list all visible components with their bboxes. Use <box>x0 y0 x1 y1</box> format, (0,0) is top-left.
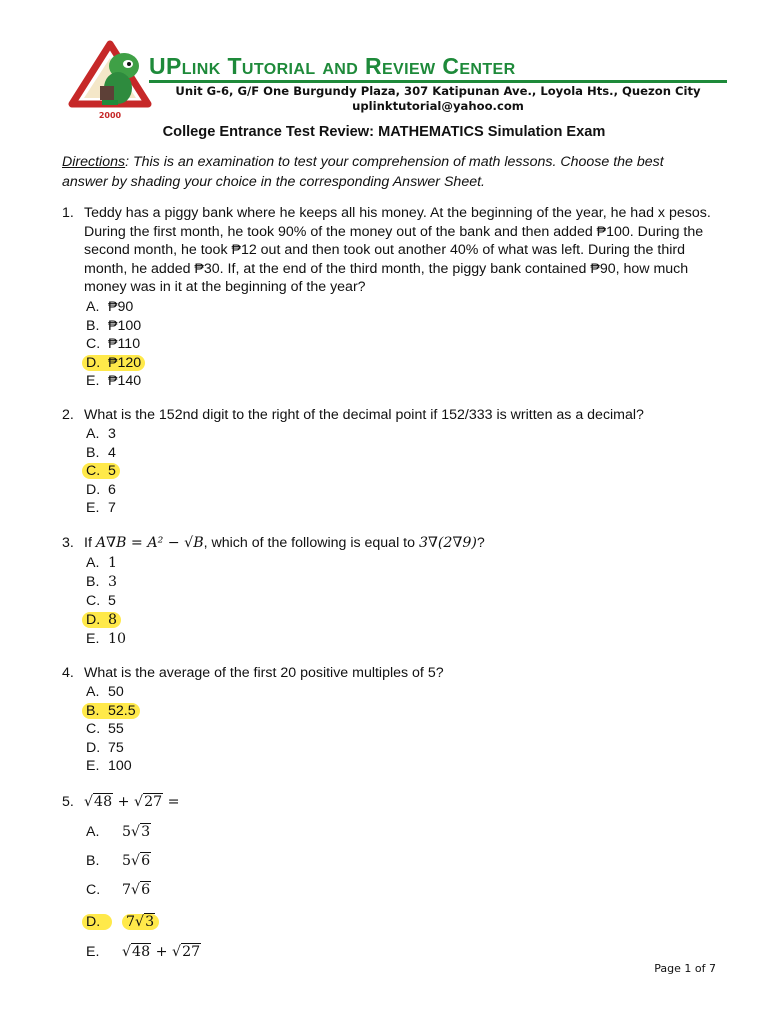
option-d[interactable]: D. 75 <box>86 740 124 756</box>
option-e[interactable]: E. 100 <box>86 758 132 774</box>
center-name: UPlink Tutorial and Review Center <box>149 53 516 79</box>
option-e[interactable]: E. √48 + √27 <box>86 944 201 960</box>
option-a[interactable]: A. ₱90 <box>86 299 134 315</box>
option-e[interactable]: E. ₱140 <box>86 373 142 389</box>
question-3 <box>62 534 722 553</box>
option-b[interactable]: B. 3 <box>86 574 118 590</box>
question-2 <box>62 406 722 425</box>
option-d-highlighted[interactable]: D. 8 <box>86 611 121 629</box>
question-text: What is the 152nd digit to the right of the decimal point if 152/333 is written as a decimal? <box>84 407 644 423</box>
directions-text: : This is an examination to test your comprehension of math lessons. Choose the best answer by shading your choice in the corresponding Answer Sheet. <box>62 154 664 190</box>
question-number: 5. <box>62 794 74 810</box>
option-a[interactable]: A. 5√3 <box>86 824 151 840</box>
question-text: If A∇B = A² − √B, which of the following is equal to 3∇(2∇9)? <box>84 535 485 551</box>
question-number: 2. <box>62 407 74 423</box>
operator-definition: A∇B = A² − √B <box>95 535 204 551</box>
option-e[interactable]: E. 10 <box>86 631 127 647</box>
svg-text:2000: 2000 <box>98 111 122 120</box>
option-b[interactable]: B. 4 <box>86 445 116 461</box>
directions-label: Directions <box>62 154 126 170</box>
directions <box>62 152 712 192</box>
option-c[interactable]: C. 5 <box>86 593 116 609</box>
header-rule <box>149 80 727 83</box>
question-expression: √48 + √27 = <box>84 794 180 810</box>
option-c[interactable]: C. ₱110 <box>86 336 141 352</box>
question-text: Teddy has a piggy bank where he keeps all his money. At the beginning of the year, he had x pesos. During the first month, he took 90% of the money out of the bank and then added ₱100. During the second month, he took ₱12 out and then took out another 40% of what was left. During the third month, he added ₱30. If, at the end of the third month, the piggy bank contained ₱90, how much money was in it at the beginning of the year? <box>84 205 711 295</box>
option-c-highlighted[interactable]: C. 5 <box>86 462 120 480</box>
option-a[interactable]: A. 1 <box>86 555 118 571</box>
center-email: uplinktutorial@yahoo.com <box>352 99 524 113</box>
question-5 <box>62 793 722 812</box>
question-number: 3. <box>62 535 74 551</box>
uplink-logo <box>66 40 154 126</box>
exam-title: College Entrance Test Review: MATHEMATICS Simulation Exam <box>162 124 606 140</box>
option-c[interactable]: C. 55 <box>86 721 124 737</box>
option-b[interactable]: B. 5√6 <box>86 853 151 869</box>
sqrt-expression: √48 <box>84 794 113 810</box>
option-c[interactable]: C. 7√6 <box>86 882 151 898</box>
center-address: Unit G-6, G/F One Burgundy Plaza, 307 Katipunan Ave., Loyola Hts., Quezon City <box>175 84 701 98</box>
option-d-highlighted[interactable]: D. 7√3 <box>86 913 159 931</box>
question-number: 4. <box>62 665 74 681</box>
question-text: What is the average of the first 20 positive multiples of 5? <box>84 665 444 681</box>
page-number: Page 1 of 7 <box>654 962 716 975</box>
question-1 <box>62 204 722 297</box>
sqrt-expression: √27 <box>134 794 163 810</box>
expression: 3∇(2∇9) <box>418 535 477 551</box>
option-a[interactable]: A. 50 <box>86 684 124 700</box>
option-b-highlighted[interactable]: B. 52.5 <box>86 702 140 720</box>
question-number: 1. <box>62 205 74 221</box>
option-b[interactable]: B. ₱100 <box>86 318 142 334</box>
option-e[interactable]: E. 7 <box>86 500 116 516</box>
option-a[interactable]: A. 3 <box>86 426 116 442</box>
option-d-highlighted[interactable]: D. ₱120 <box>86 354 145 372</box>
question-4 <box>62 664 722 683</box>
option-d[interactable]: D. 6 <box>86 482 116 498</box>
